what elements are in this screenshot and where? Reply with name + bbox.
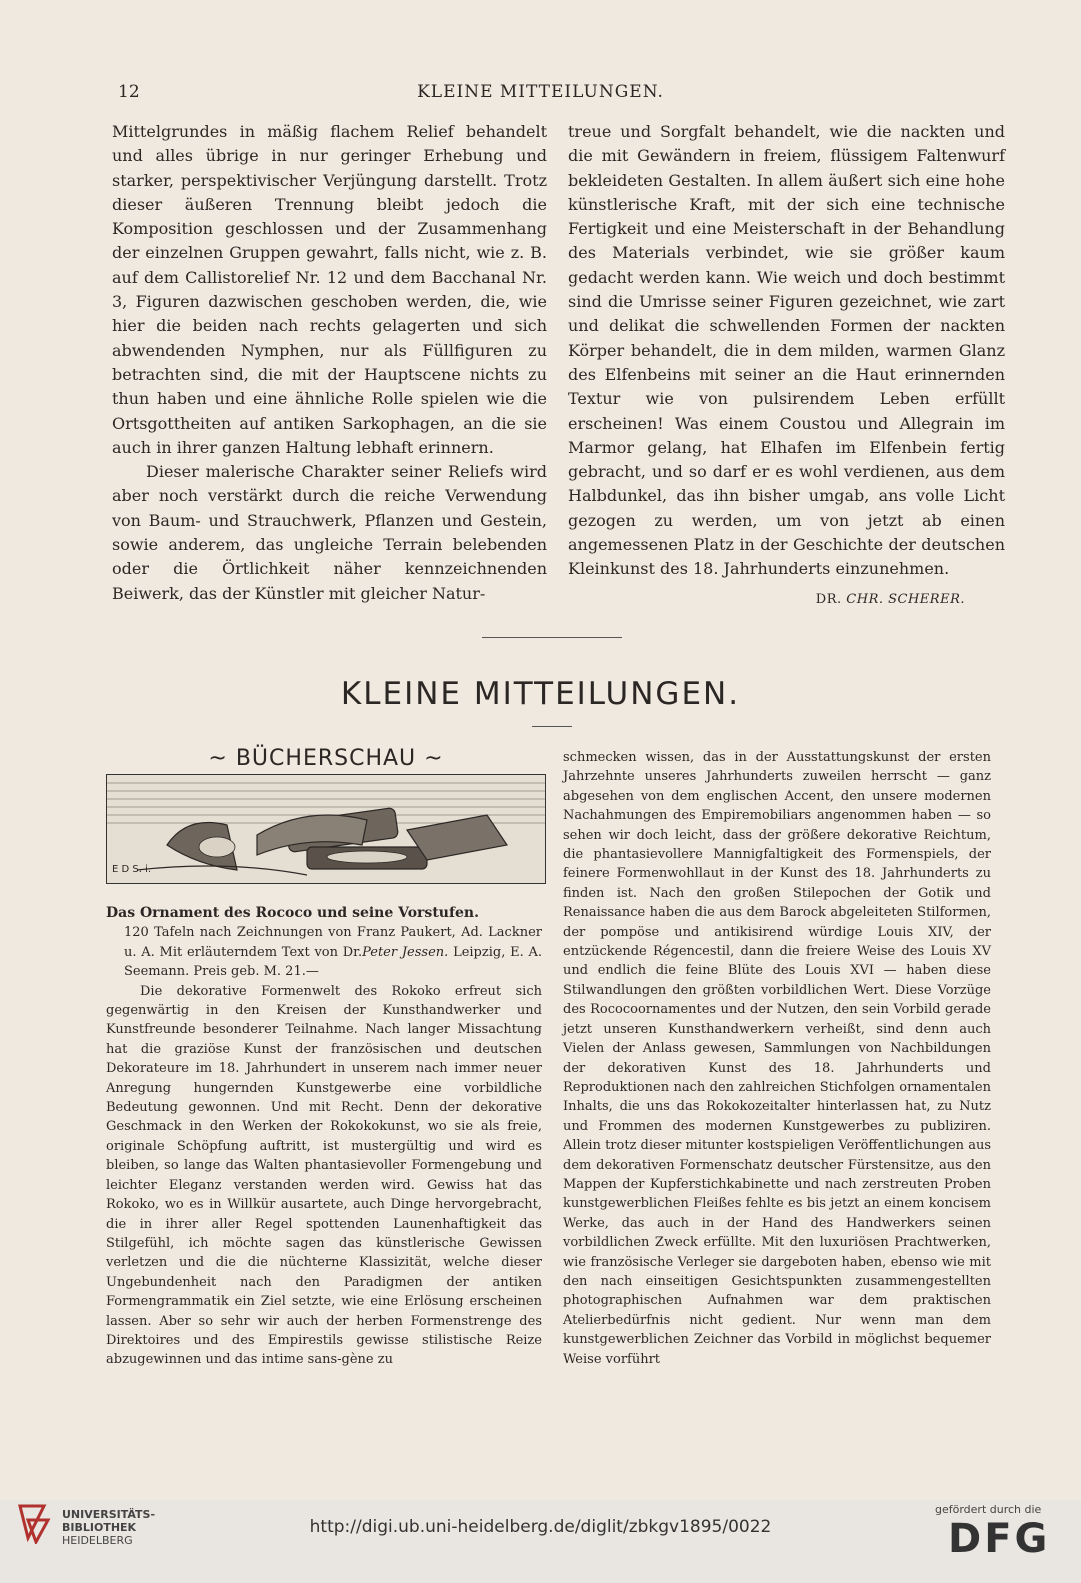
divider-rule xyxy=(482,637,622,638)
paragraph: Mittelgrundes in mäßig flachem Relief behandelt und alles übrige in nur geringer Erhebung und starker, perspektivischer Verjüngung darstellt. Trotz dieser äußeren Trennung bleibt jedoch die Komposition geschlossen und der Zusammenhang der einzelnen Gruppen gewahrt, falls nicht, wie z. B. auf dem Callistorelief Nr. 12 und dem Bacchanal Nr. 3, Figuren dazwischen geschoben werden, die, wie hier die beiden nach rechts gelagerten und sich abwendenden Nymphen, nur als Füllfiguren zu betrachten sind, die mit der Hauptscene nichts zu thun haben und eine ähnliche Rolle spielen wie die Ortsgottheiten auf antiken Sarkophagen, an die sie auch in ihrer ganzen Haltung lebhaft erinnern. xyxy=(112,122,547,457)
upper-right-column xyxy=(568,120,1005,612)
vignette-title-text: BÜCHERSCHAU xyxy=(235,746,417,771)
artist-signature: E D S. i. xyxy=(112,864,152,875)
review-bibliography xyxy=(106,923,542,981)
signature-prefix: DR. xyxy=(815,591,842,607)
flourish-right-icon: ~ xyxy=(424,746,444,771)
upper-left-column xyxy=(112,120,547,606)
author-signature xyxy=(568,588,1005,612)
page-number: 12 xyxy=(118,82,140,102)
vignette-title xyxy=(106,746,546,771)
review-body-continued: schmecken wissen, das in der Ausstattungskunst der ersten Jahrzehnte unseres Jahrhunderts zuweilen herrscht — ganz abgesehen von dem englischen Accent, den unsere modernen Nachahmungen des Empiremobiliars angenommen haben — so sehen wir doch leicht, dass der größere dekorative Reichtum, die phantasievollere Mannigfaltigkeit des Formenspiels, der feinere Formenwohllaut in der Kunst des 18. Jahrhunderts zu finden ist. Nach den großen Stilepochen der Gotik und Renaissance haben die aus dem Barock abgeleiteten Stilformen, der pompöse und antikisirend würdige Louis XIV, der entzückende Régencestil, dann die freiere Weise des Louis XV und endlich die feine Blüte des Louis XVI — haben diese Stilwandlungen den größten vorbildlichen Wert. Diese Vorzüge des Rococoornamentes und der Nutzen, den sein Vorbild gerade jetzt unseren Kunsthandwerkern verheißt, sind denn auch Vielen der Anlass gewesen, Sammlungen von Nachbildungen der dekorativen Kunst des 18. Jahrhunderts und Reproduktionen nach den zahlreichen Stichfolgen ornamentalen Inhalts, die uns das Rokokozeitalter hinterlassen hat, zu Nutz und Frommen des modernen Kunstgewerbes zu publiziren. Allein trotz dieser mitunter kostspieligen Veröffentlichungen aus dem dekorativen Formenschatz deutscher Fürstensitze, aus den Mappen der Kupferstichkabinette und nach zerstreuten Proben kunstgewerblichen Fleißes fehlte es bis jetzt an einem koncisem Werke, das auch in der Hand des Handwerkers seinen vorbildlichen Zweck erfüllte. Mit den luxuriösen Prachtwerken, wie französische Verleger sie dargeboten haben, ebenso wie mit den nach einseitigen Gesichtspunkten zusammengestellten photographischen Aufnahmen war dem praktischen Atelierbedürfnis nicht gedient. Nur wenn man dem kunstgewerblichen Zeichner das Vorbild in möglichst bequemer Weise vorführt xyxy=(563,750,991,1367)
review-left-column xyxy=(106,904,542,1370)
biblio-author: Peter Jessen. xyxy=(362,944,449,960)
biblio-part: 120 Tafeln nach Zeichnungen von Franz Paukert, Ad. Lackner u. A. Mit erläuterndem Text von Dr. xyxy=(124,925,542,960)
divider-rule-short xyxy=(532,726,572,727)
dfg-logo: DFG xyxy=(948,1516,1051,1562)
paragraph: Dieser malerische Charakter seiner Reliefs wird aber noch verstärkt durch die reiche Verwendung von Baum- und Strauchwerk, Pflanzen und Gestein, sowie anderem, das ungleiche Terrain belebenden oder die Örtlichkeit näher kennzeichnenden Beiwerk, das der Künstler mit gleicher Natur- xyxy=(112,462,547,603)
review-body: Die dekorative Formenwelt des Rokoko erfreut sich gegenwärtig in den Kreisen der Kunsthandwerker und Kunstfreunde besonderer Teilnahme. Nach langer Missachtung hat die graziöse Kunst der französischen und deutschen Dekorateure im 18. Jahrhundert in unserem nach immer neuer Anregung hungernden Kunstgewerbe eine vorbildliche Bedeutung gewonnen. Und mit Recht. Denn der dekorative Geschmack in den Werken der Rokokokunst, wo sie als freie, originale Schöpfung auftritt, ist mustergültig und wird es bleiben, so lange das Walten phantasievoller Formengebung und leichter Eleganz verstanden werden wird. Gewiss hat das Rokoko, wo es in Willkür ausartete, auch Dinge hervorgebracht, die in ihrer aller Regel spottenden Launenhaftigkeit das Stilgefühl, ich möchte sagen das künstlerische Gewissen verletzen und die die nüchterne Klassizität, welche dieser Ungebundenheit nach den Paradigmen der antiken Formengrammatik ein Ziel setzte, wie eine Erlösung erscheinen lassen. Aber so sehr wir auch der herben Formenstrenge des Direktoires und des Empirestils gewisse stilistische Reize abzugewinnen und das intime sans-gène zu xyxy=(106,983,542,1368)
digitization-footer xyxy=(0,1500,1081,1583)
biblio-publisher: Leipzig, E. A. Seemann. Preis geb. M. 21.— xyxy=(124,944,542,980)
stacked-books-icon xyxy=(107,775,545,883)
section-title: KLEINE MITTEILUNGEN. xyxy=(340,676,741,712)
review-title: Das Ornament des Rococo und seine Vorstufen. xyxy=(106,905,479,921)
books-illustration xyxy=(106,774,546,884)
running-head: KLEINE MITTEILUNGEN. xyxy=(417,82,664,102)
library-line: HEIDELBERG xyxy=(62,1534,133,1547)
library-line: BIBLIOTHEK xyxy=(62,1521,137,1534)
paragraph: treue und Sorgfalt behandelt, wie die nackten und die mit Gewändern in freiem, flüssigem Faltenwurf bekleideten Gestalten. In allem äußert sich eine hohe künstlerische Kraft, mit der sich eine technische Fertigkeit und eine Meisterschaft in der Behandlung des Materials verbindet, wie sie größer kaum gedacht werden kann. Wie weich und doch bestimmt sind die Umrisse seiner Figuren gezeichnet, wie zart und delikat die schwellenden Formen der nackten Körper behandelt, die in dem milden, warmen Glanz des Elfenbeins mit seiner an die Haut erinnernden Textur wie von pulsirendem Leben erfüllt erscheinen! Was einem Coustou und Allegrain im Marmor gelang, hat Elhafen im Elfenbein fertig gebracht, und so darf er es wohl verdienen, aus dem Halbdunkel, das ihn bisher umgab, ans volle Licht gezogen zu werden, um von jetzt ab einen angemessenen Platz in der Geschichte der deutschen Kleinkunst des 18. Jahrhunderts einzunehmen. xyxy=(568,122,1005,579)
source-url[interactable]: http://digi.ub.uni-heidelberg.de/diglit/zbkgv1895/0022 xyxy=(309,1517,772,1537)
signature-name: CHR. SCHERER. xyxy=(846,591,965,607)
library-line: UNIVERSITÄTS- xyxy=(62,1508,156,1521)
review-right-column xyxy=(563,748,991,1369)
buecherschau-vignette xyxy=(106,746,546,888)
flourish-left-icon: ~ xyxy=(208,746,228,771)
sponsor-text: gefördert durch die xyxy=(935,1503,1042,1516)
